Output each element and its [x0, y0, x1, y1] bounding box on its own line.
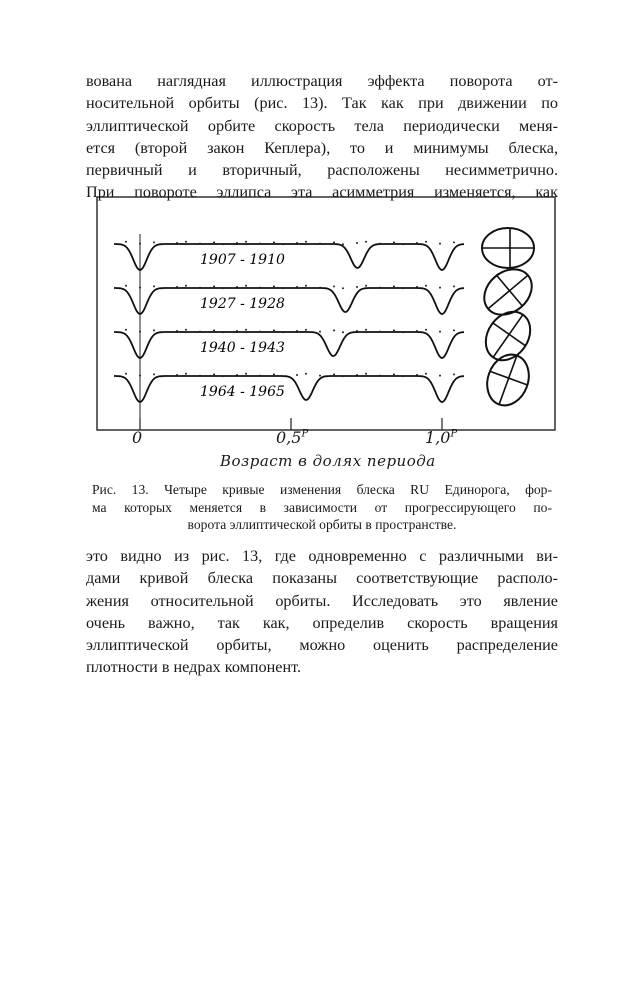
observation-dot	[176, 242, 178, 244]
caption-line: ворота эллиптической орбиты в пространстве.	[187, 517, 457, 532]
observation-dot	[213, 241, 215, 243]
observation-dot	[296, 330, 298, 332]
observation-dot	[416, 330, 418, 332]
observation-dot	[425, 329, 427, 331]
observation-dot	[245, 373, 247, 375]
observation-dot	[199, 287, 201, 289]
text-line: первичный и вторичный, расположены несимметрично.	[86, 161, 558, 180]
observation-dot	[199, 375, 201, 377]
orbit-major-axis	[488, 275, 528, 308]
observation-dot	[393, 373, 395, 375]
observation-dot	[379, 287, 381, 289]
observation-dot	[282, 375, 284, 377]
observation-dot	[185, 285, 187, 287]
observation-dot	[162, 287, 164, 289]
text-line: вована наглядная иллюстрация эффекта поворота от-	[86, 72, 558, 90]
figure-canvas	[96, 196, 556, 436]
observation-dot	[236, 242, 238, 244]
observation-dot	[245, 241, 247, 243]
observation-dot	[162, 331, 164, 333]
orbit-ellipse-icon-2	[475, 260, 541, 324]
observation-dot	[305, 285, 307, 287]
light-curve-4	[114, 376, 464, 402]
observation-dot	[222, 287, 224, 289]
orbit-major-axis	[493, 315, 523, 358]
observation-dot	[176, 286, 178, 288]
observation-dot	[453, 373, 455, 375]
observation-dot	[153, 329, 155, 331]
observation-dot	[319, 331, 321, 333]
caption-line: Рис. 13. Четыре кривые изменения блеска RU Единорога, фор-	[92, 482, 552, 497]
light-curve-3	[114, 332, 464, 358]
observation-dot	[356, 374, 358, 376]
observation-dot	[125, 285, 127, 287]
observation-dot	[185, 373, 187, 375]
observation-dot	[416, 286, 418, 288]
observation-dot	[305, 329, 307, 331]
observation-dot	[333, 373, 335, 375]
text-line: носительной орбиты (рис. 13). Так как при движении по	[86, 94, 558, 113]
observation-dot	[425, 241, 427, 243]
observation-dot	[439, 287, 441, 289]
observation-dot	[402, 243, 404, 245]
observation-dot	[125, 329, 127, 331]
observation-dot	[379, 331, 381, 333]
observation-dot	[453, 241, 455, 243]
text-line: плотности в недрах компонент.	[86, 658, 302, 677]
text-line: очень важно, так как, определив скорость вращения	[86, 613, 558, 632]
observation-dot	[199, 243, 201, 245]
curve-label-1: 1907 - 1910	[200, 252, 285, 268]
observation-dot	[365, 241, 367, 243]
observation-dot	[259, 287, 261, 289]
observation-dot	[213, 373, 215, 375]
observation-dot	[236, 374, 238, 376]
observation-dot	[453, 285, 455, 287]
observation-dot	[393, 241, 395, 243]
observation-dot	[153, 285, 155, 287]
observation-dot	[222, 331, 224, 333]
observation-dot	[333, 329, 335, 331]
light-curve-figure	[96, 196, 556, 436]
observation-dot	[185, 241, 187, 243]
text-line: эллиптической орбиты, можно оценить распределение	[86, 636, 558, 655]
observation-dot	[439, 375, 441, 377]
text-line: жения относительной орбиты. Исследовать это явление	[86, 591, 558, 610]
observation-dot	[125, 241, 127, 243]
observation-dot	[402, 375, 404, 377]
observation-dot	[305, 241, 307, 243]
light-curve-1	[114, 244, 464, 270]
observation-dot	[273, 285, 275, 287]
observation-dot	[365, 329, 367, 331]
observation-dot	[125, 373, 127, 375]
observation-dot	[273, 241, 275, 243]
body-paragraph-bottom	[86, 545, 558, 679]
observation-dot	[365, 373, 367, 375]
observation-dot	[393, 285, 395, 287]
observation-dot	[282, 331, 284, 333]
observation-dot	[379, 375, 381, 377]
orbit-ellipse-icon-1	[482, 228, 534, 268]
observation-dot	[139, 243, 141, 245]
observation-dot	[342, 375, 344, 377]
observation-dot	[162, 243, 164, 245]
observation-dot	[259, 331, 261, 333]
text-line: дами кривой блеска показаны соответствующие располо-	[86, 569, 558, 588]
orbit-ellipse-icon-3	[477, 303, 540, 369]
observation-dot	[236, 286, 238, 288]
observation-dot	[282, 243, 284, 245]
observation-dot	[402, 331, 404, 333]
observation-dot	[259, 243, 261, 245]
observation-dot	[153, 241, 155, 243]
observation-dot	[245, 329, 247, 331]
observation-dot	[213, 285, 215, 287]
body-paragraph-top	[86, 70, 558, 204]
observation-dot	[342, 331, 344, 333]
observation-dot	[222, 243, 224, 245]
observation-dot	[342, 243, 344, 245]
curve-label-4: 1964 - 1965	[200, 384, 285, 400]
tick-label-0: 0	[132, 428, 143, 447]
observation-dot	[176, 330, 178, 332]
observation-dot	[259, 375, 261, 377]
observation-dot	[199, 331, 201, 333]
figure-caption	[92, 481, 552, 534]
observation-dot	[176, 374, 178, 376]
observation-dot	[282, 287, 284, 289]
tick-label-0-5: $0,5^P$	[276, 428, 309, 447]
caption-line: ма которых меняется в зависимости от прогрессирующего по-	[92, 499, 552, 515]
observation-dot	[356, 242, 358, 244]
text-line: это видно из рис. 13, где одновременно с различными ви-	[86, 547, 558, 565]
observation-dot	[425, 285, 427, 287]
observation-dot	[139, 375, 141, 377]
observation-dot	[425, 373, 427, 375]
curve-label-3: 1940 - 1943	[200, 340, 285, 356]
observation-dot	[139, 331, 141, 333]
observation-dot	[236, 330, 238, 332]
observation-dot	[139, 287, 141, 289]
observation-dot	[393, 329, 395, 331]
orbit-minor-axis	[490, 371, 528, 385]
observation-dot	[305, 373, 307, 375]
curve-label-2: 1927 - 1928	[200, 296, 285, 312]
observation-dot	[296, 374, 298, 376]
x-axis-label: Возраст в долях периода	[220, 452, 436, 470]
observation-dot	[365, 285, 367, 287]
observation-dot	[402, 287, 404, 289]
orbit-minor-axis	[497, 275, 523, 306]
orbit-minor-axis	[493, 323, 526, 346]
text-line: ется (второй закон Кеплера), то и минимумы блеска,	[86, 138, 558, 157]
observation-dot	[153, 373, 155, 375]
observation-dot	[296, 242, 298, 244]
observation-dot	[342, 287, 344, 289]
observation-dot	[245, 285, 247, 287]
observation-dot	[273, 373, 275, 375]
observation-dot	[296, 286, 298, 288]
observation-dot	[333, 285, 335, 287]
observation-dot	[162, 375, 164, 377]
tick-label-1-0: $1,0^P$	[425, 428, 458, 447]
observation-dot	[319, 375, 321, 377]
observation-dot	[333, 241, 335, 243]
observation-dot	[319, 243, 321, 245]
observation-dot	[416, 374, 418, 376]
observation-dot	[439, 243, 441, 245]
observation-dot	[416, 242, 418, 244]
observation-dot	[356, 330, 358, 332]
figure-frame	[97, 197, 555, 430]
observation-dot	[185, 329, 187, 331]
observation-dot	[379, 243, 381, 245]
light-curve-2	[114, 288, 464, 314]
observation-dot	[356, 286, 358, 288]
orbit-ellipse-icon-4	[480, 349, 535, 412]
observation-dot	[273, 329, 275, 331]
observation-dot	[439, 331, 441, 333]
observation-dot	[213, 329, 215, 331]
text-line: эллиптической орбите скорость тела периодически меня-	[86, 116, 558, 135]
observation-dot	[319, 287, 321, 289]
observation-dot	[453, 329, 455, 331]
observation-dot	[222, 375, 224, 377]
text-line: При повороте эллипса эта асимметрия изменяется, как	[86, 183, 558, 202]
